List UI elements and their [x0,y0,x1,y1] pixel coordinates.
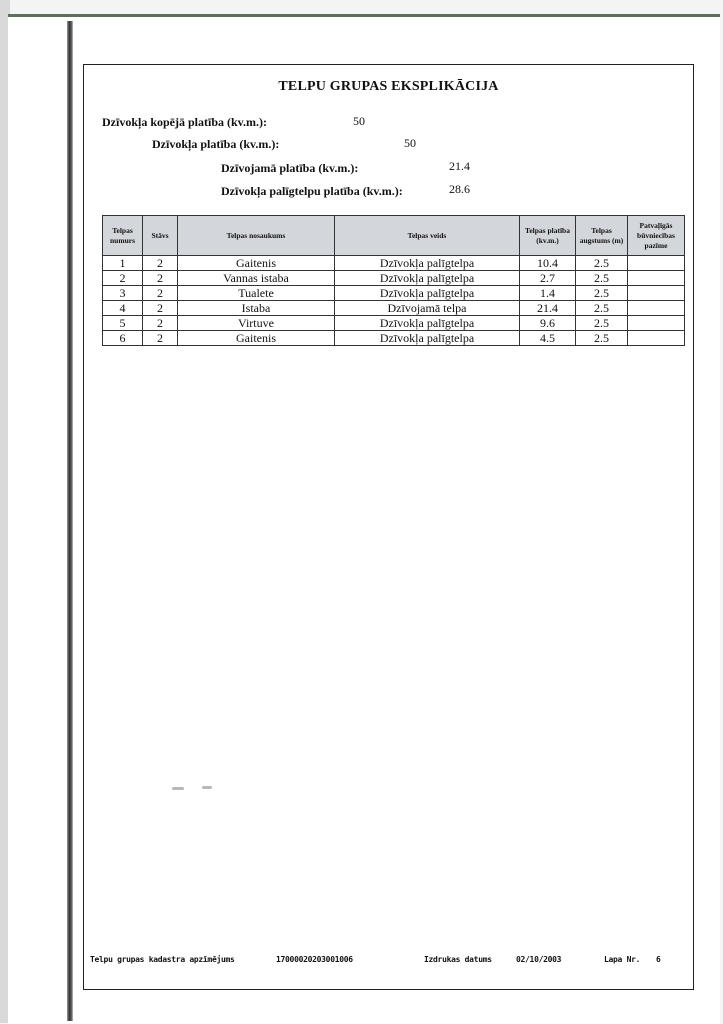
cell-unauthorized-construction [628,301,685,316]
cell-room-name: Gaitenis [178,256,335,271]
cell-room-area: 9.6 [520,316,576,331]
cell-floor: 2 [143,271,178,286]
scan-smudge [202,786,212,789]
cell-room-height: 2.5 [576,286,628,301]
cell-floor: 2 [143,316,178,331]
cell-floor: 2 [143,301,178,316]
cell-room-height: 2.5 [576,271,628,286]
cell-floor: 2 [143,256,178,271]
header-room-height: Telpas augstums (m) [576,216,628,256]
cell-room-number: 1 [103,256,143,271]
cell-unauthorized-construction [628,271,685,286]
table-row [103,256,685,271]
table-row [103,331,685,346]
footer-doc-name: Telpu grupas kadastra apzīmējums [90,955,235,964]
cell-room-number: 3 [103,286,143,301]
cell-room-name: Tualete [178,286,335,301]
apartment-area-value: 50 [404,136,416,150]
footer-print-date: 02/10/2003 [516,955,562,964]
document-page [8,14,720,1024]
cell-unauthorized-construction [628,286,685,301]
cell-room-area: 4.5 [520,331,576,346]
cell-room-area: 21.4 [520,301,576,316]
cell-room-type: Dzīvokļa palīgtelpa [335,271,520,286]
table-header-row [103,216,685,256]
cell-room-type: Dzīvojamā telpa [335,301,520,316]
table-row [103,301,685,316]
cell-room-type: Dzīvokļa palīgtelpa [335,316,520,331]
cell-room-number: 4 [103,301,143,316]
footer-print-date-label: Izdrukas datums [424,955,492,964]
cell-unauthorized-construction [628,331,685,346]
cell-room-name: Virtuve [178,316,335,331]
auxiliary-area-value: 28.6 [449,182,470,196]
cell-room-type: Dzīvokļa palīgtelpa [335,256,520,271]
header-room-area: Telpas platība (kv.m.) [520,216,576,256]
binding-shadow [67,21,73,1021]
cell-room-area: 10.4 [520,256,576,271]
header-room-type: Telpas veids [335,216,520,256]
auxiliary-area-label: Dzīvokļa palīgtelpu platība (kv.m.): [221,184,403,198]
cell-room-name: Vannas istaba [178,271,335,286]
header-room-number: Telpas numurs [103,216,143,256]
apartment-area-label: Dzīvokļa platība (kv.m.): [152,137,280,151]
cell-room-type: Dzīvokļa palīgtelpa [335,331,520,346]
total-area-label: Dzīvokļa kopējā platība (kv.m.): [102,115,268,129]
document-footer [84,951,693,971]
header-floor: Stāvs [143,216,178,256]
header-room-name: Telpas nosaukums [178,216,335,256]
cell-room-number: 6 [103,331,143,346]
cell-unauthorized-construction [628,256,685,271]
cell-unauthorized-construction [628,316,685,331]
footer-page-label: Lapa Nr. [604,955,641,964]
cell-room-name: Istaba [178,301,335,316]
cell-room-number: 5 [103,316,143,331]
rooms-table [102,215,685,346]
cell-room-height: 2.5 [576,256,628,271]
document-title: TELPU GRUPAS EKSPLIKĀCIJA [278,79,499,94]
cell-room-type: Dzīvokļa palīgtelpa [335,286,520,301]
footer-page-number: 6 [656,955,661,964]
scan-smudge [172,787,184,790]
cell-room-number: 2 [103,271,143,286]
table-row [103,271,685,286]
cell-room-name: Gaitenis [178,331,335,346]
total-area-value: 50 [353,114,365,128]
table-row [103,286,685,301]
header-unauthorized-construction: Patvaļīgās būvniecības pazīme [628,216,685,256]
document-frame [83,64,694,990]
cell-floor: 2 [143,331,178,346]
cell-room-height: 2.5 [576,301,628,316]
cell-room-height: 2.5 [576,316,628,331]
cell-room-area: 2.7 [520,271,576,286]
footer-doc-code: 17000020203001006 [276,955,353,964]
living-area-label: Dzīvojamā platība (kv.m.): [221,161,359,175]
cell-room-height: 2.5 [576,331,628,346]
living-area-value: 21.4 [449,159,470,173]
cell-floor: 2 [143,286,178,301]
table-row [103,316,685,331]
cell-room-area: 1.4 [520,286,576,301]
